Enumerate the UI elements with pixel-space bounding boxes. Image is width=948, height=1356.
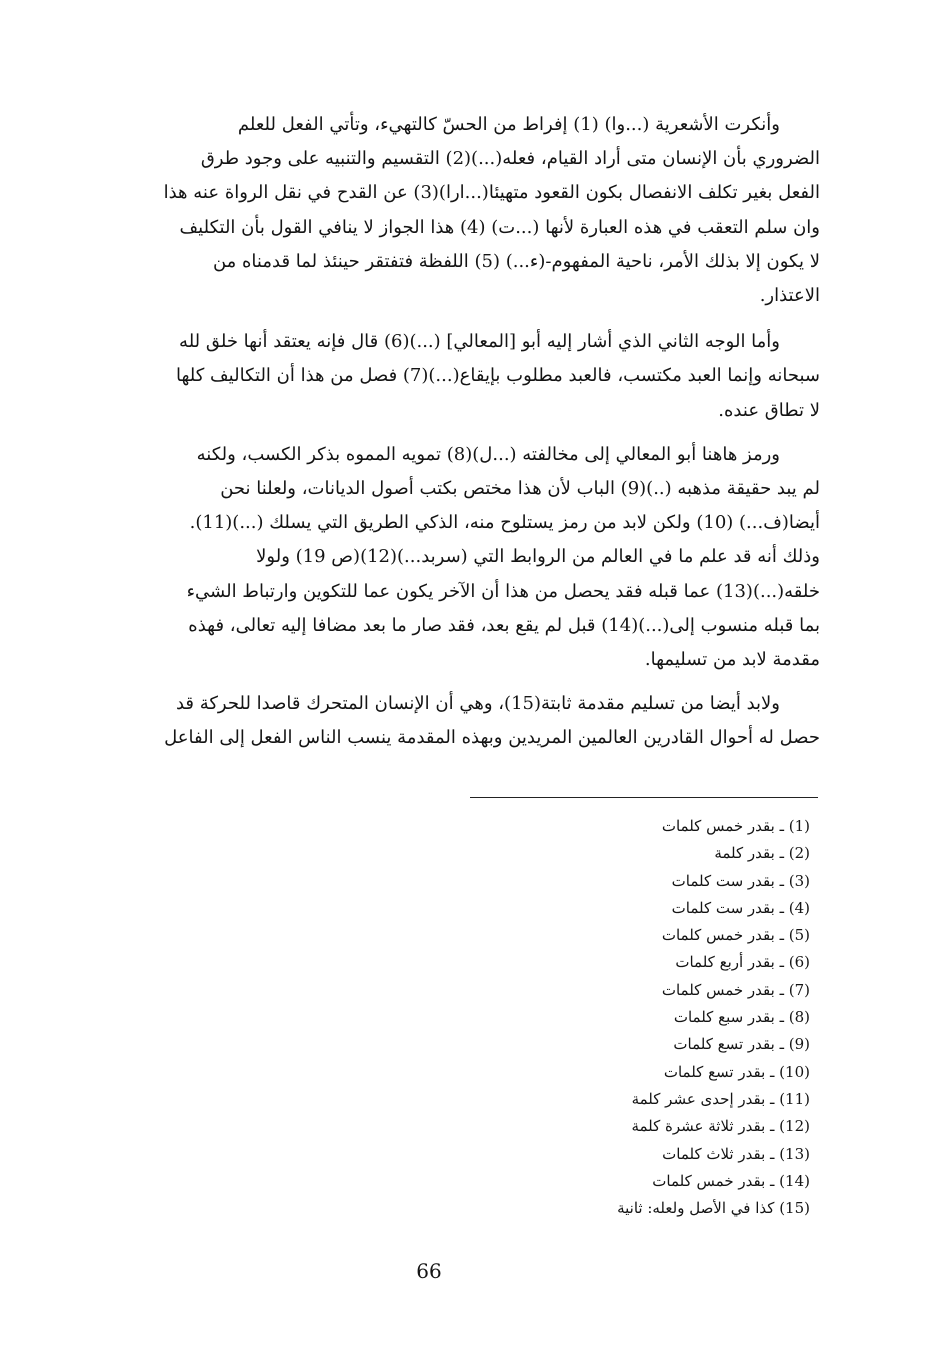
text-line: ورمز هاهنا أبو المعالي إلى مخالفته (...ل)(8) تمويه المموه بذكر الكسب، ولكنه [196,443,780,465]
text-line: سبحانه وإنما العبد مكتسب، فالعبد مطلوب بإيقاع(...)(7) فصل من هذا أن التكاليف كلها [176,365,820,387]
footnote: (9) ـ بقدر تسع كلمات [673,1035,810,1054]
text-line: ولابد أيضا من تسليم مقدمة ثابتة(15)، وهي أن الإنسان المتحرك قاصدا للحركة قد [175,693,780,715]
footnote-separator [470,797,818,798]
text-line: حصل له أحوال القادرين العالمين المريدين وبهذه المقدمة ينسب الناس الفعل إلى الفاعل [164,727,820,749]
footnote: (14) ـ بقدر خمس كلمات [652,1171,810,1190]
paragraph-3 [72,438,820,677]
text-line: أيضا(ف...) (10) ولكن لابد من رمز يستلوح منه، الذكي الطريق التي يسلك (...)(11). [189,512,820,534]
page-number: 66 [416,1259,442,1283]
footnote: (6) ـ بقدر أربع كلمات [675,953,810,972]
text-line: مقدمة لابد من تسليمها. [644,649,820,671]
main-text [72,108,820,756]
text-line: وأنكرت الأشعرية (...وا) (1) إفراط من الحسّ كالتهيء، وتأتي الفعل للعلم [237,114,780,135]
paragraph-4 [72,687,820,755]
footnote: (3) ـ بقدر ست كلمات [671,871,810,890]
text-line: بما قبله منسوب إلى(...)(14) قبل لم يقع بعد، فقد صار ما بعد مضافا إليه تعالى، فهذه [188,614,820,636]
footnote: (7) ـ بقدر خمس كلمات [661,980,810,999]
footnote: (13) ـ بقدر ثلاث كلمات [662,1144,810,1163]
footnote: (15) كذا في الأصل ولعله: ثانية [617,1199,810,1218]
footnotes-list [560,813,810,1222]
text-line: خلقه(...)(13) عما قبله فقد يحصل من هذا أن الآخر يكون عما للتكوين وارتباط الشيء [186,580,820,602]
paragraph-1 [72,108,820,313]
footnote: (4) ـ بقدر ست كلمات [671,898,810,917]
text-line: لا تطاق عنده. [718,399,820,421]
text-line: لم يبد حقيقة مذهبه (..)(9) الباب لأن هذا مختص بكتب أصول الديانات، ولعلنا نحن [220,478,820,500]
footnote: (8) ـ بقدر سبع كلمات [673,1008,810,1027]
footnote: (1) ـ بقدر خمس كلمات [661,817,810,835]
text-line: وذلك أنه قد علم ما في العالم من الروابط التي (سربد...)(12)(ص 19) ولولا [256,546,820,568]
footnote: (12) ـ بقدر ثلاثة عشرة كلمة [631,1117,810,1136]
text-line: الفعل بغير تكلف الانفصال بكون القعود متهيئا(...ارا)(3) عن القدح في نقل الرواة عنه هذا [163,182,820,204]
footnote: (11) ـ بقدر إحدى عشر كلمة [631,1089,810,1108]
footnote: (10) ـ بقدر تسع كلمات [663,1062,810,1081]
text-line: الاعتذار. [759,285,820,307]
footnote: (2) ـ بقدر كلمة [714,844,810,863]
footnote: (5) ـ بقدر خمس كلمات [661,926,810,945]
paragraph-2 [72,325,820,428]
text-line: وان سلم التعقب في هذه العبارة لأنها (...ت) (4) هذا الجواز لا ينافي القول بأن التكليف [179,216,820,238]
text-line: لا يكون إلا بذلك الأمر، ناحية المفهوم-(ء...) (5) اللفظة فتفتقر حينئذ لما قدمناه من [212,250,820,272]
text-line: الضروري بأن الإنسان متى أراد القيام، فعله(...)(2) التقسيم والتنبيه على وجود طرق [200,148,820,170]
text-line: وأما الوجه الثاني الذي أشار إليه أبو [المعالي] (...)(6) قال فإنه يعتقد أنها خلق لله [179,331,780,353]
